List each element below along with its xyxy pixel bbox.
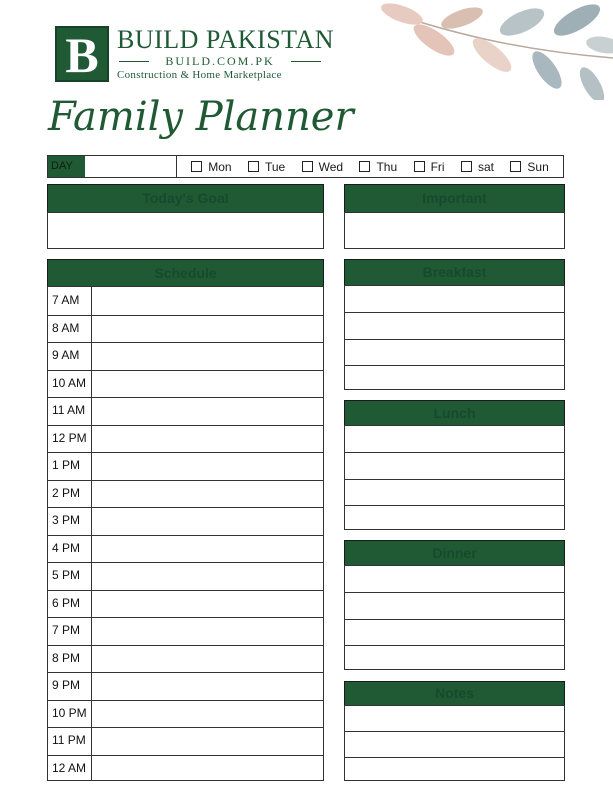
schedule-time: 9 PM bbox=[52, 678, 81, 692]
checkbox[interactable] bbox=[461, 161, 472, 172]
page-title: Family Planner bbox=[48, 94, 354, 140]
schedule-time: 4 PM bbox=[52, 540, 81, 555]
schedule-slot[interactable] bbox=[91, 480, 323, 508]
day-option[interactable] bbox=[191, 160, 231, 174]
day-option[interactable] bbox=[461, 160, 494, 174]
day-name: Fri bbox=[430, 159, 445, 174]
checkbox[interactable] bbox=[248, 161, 259, 172]
line-divider bbox=[345, 452, 564, 453]
line-divider bbox=[345, 645, 564, 646]
checkbox[interactable] bbox=[510, 161, 521, 172]
brand-logo bbox=[55, 25, 335, 84]
brand-tagline: Construction & Home Marketplace bbox=[117, 69, 282, 81]
line-divider bbox=[345, 731, 564, 732]
day-name: Thu bbox=[376, 159, 398, 174]
leaf-decoration bbox=[372, 0, 613, 100]
day-option[interactable] bbox=[359, 160, 397, 174]
day-option[interactable] bbox=[510, 160, 548, 174]
brand-name: BUILD PAKISTAN bbox=[117, 25, 335, 54]
schedule-time: 10 AM bbox=[52, 375, 87, 390]
schedule-time: 3 PM bbox=[52, 513, 81, 527]
schedule-table bbox=[47, 286, 324, 781]
day-checkboxes bbox=[177, 160, 563, 174]
lunch-lines[interactable] bbox=[344, 425, 565, 530]
breakfast-lines[interactable] bbox=[344, 285, 565, 390]
schedule-slot[interactable] bbox=[91, 425, 323, 453]
day-name: Wed bbox=[318, 159, 344, 174]
line-divider bbox=[345, 505, 564, 506]
logo-rule-right bbox=[291, 61, 321, 62]
dinner-header: Dinner bbox=[344, 540, 565, 566]
schedule-slot[interactable] bbox=[91, 590, 323, 618]
schedule-time: 1 PM bbox=[52, 458, 81, 472]
schedule-slot[interactable] bbox=[91, 672, 323, 700]
line-divider bbox=[345, 365, 564, 366]
day-option[interactable] bbox=[248, 160, 285, 174]
schedule-slot[interactable] bbox=[91, 342, 323, 370]
day-name: Tue bbox=[264, 159, 286, 174]
schedule-time: 8 AM bbox=[52, 320, 80, 335]
day-option[interactable] bbox=[414, 160, 445, 174]
schedule-time: 10 PM bbox=[52, 705, 87, 720]
schedule-time: 12 AM bbox=[52, 760, 87, 775]
schedule-slot[interactable] bbox=[91, 700, 323, 728]
line-divider bbox=[345, 757, 564, 758]
important-header: Important bbox=[344, 184, 565, 213]
day-label: DAY bbox=[48, 156, 85, 177]
goal-header: Today's Goal bbox=[47, 184, 324, 213]
day-row bbox=[47, 155, 564, 178]
schedule-slot[interactable] bbox=[91, 562, 323, 590]
schedule-slot[interactable] bbox=[91, 397, 323, 425]
line-divider bbox=[345, 619, 564, 620]
schedule-time: 6 PM bbox=[52, 595, 81, 610]
day-name: Sun bbox=[527, 159, 549, 174]
schedule-time: 12 PM bbox=[52, 430, 87, 445]
checkbox[interactable] bbox=[302, 161, 313, 172]
schedule-slot[interactable] bbox=[91, 727, 323, 755]
schedule-slot[interactable] bbox=[91, 370, 323, 398]
logo-mark: B bbox=[55, 26, 109, 82]
schedule-slot[interactable] bbox=[91, 507, 323, 535]
schedule-time: 11 AM bbox=[52, 403, 86, 417]
schedule-time: 11 PM bbox=[52, 733, 86, 747]
schedule-slot[interactable] bbox=[91, 315, 323, 343]
schedule-slot[interactable] bbox=[91, 535, 323, 563]
checkbox[interactable] bbox=[191, 161, 202, 172]
notes-header: Notes bbox=[344, 681, 565, 706]
day-name: sat bbox=[477, 159, 494, 174]
lunch-header: Lunch bbox=[344, 400, 565, 426]
schedule-time: 7 AM bbox=[52, 293, 80, 307]
schedule-time: 7 PM bbox=[52, 623, 81, 637]
schedule-time: 5 PM bbox=[52, 568, 81, 582]
checkbox[interactable] bbox=[414, 161, 425, 172]
line-divider bbox=[345, 312, 564, 313]
line-divider bbox=[345, 339, 564, 340]
breakfast-header: Breakfast bbox=[344, 259, 565, 286]
day-option[interactable] bbox=[302, 160, 343, 174]
schedule-slot[interactable] bbox=[91, 617, 323, 645]
schedule-slot[interactable] bbox=[91, 452, 323, 480]
schedule-slot[interactable] bbox=[91, 755, 323, 783]
schedule-slot[interactable] bbox=[91, 645, 323, 673]
schedule-time: 9 AM bbox=[52, 348, 80, 362]
day-name: Mon bbox=[208, 159, 232, 174]
day-input[interactable] bbox=[85, 156, 177, 177]
line-divider bbox=[345, 592, 564, 593]
schedule-time: 8 PM bbox=[52, 650, 81, 665]
checkbox[interactable] bbox=[359, 161, 370, 172]
brand-domain: BUILD.COM.PK bbox=[165, 54, 275, 68]
schedule-time: 2 PM bbox=[52, 485, 81, 500]
line-divider bbox=[345, 479, 564, 480]
dinner-lines[interactable] bbox=[344, 565, 565, 670]
goal-field[interactable] bbox=[47, 212, 324, 249]
schedule-slot[interactable] bbox=[91, 287, 323, 315]
notes-lines[interactable] bbox=[344, 705, 565, 781]
important-field[interactable] bbox=[344, 212, 565, 249]
schedule-header: Schedule bbox=[47, 259, 324, 287]
